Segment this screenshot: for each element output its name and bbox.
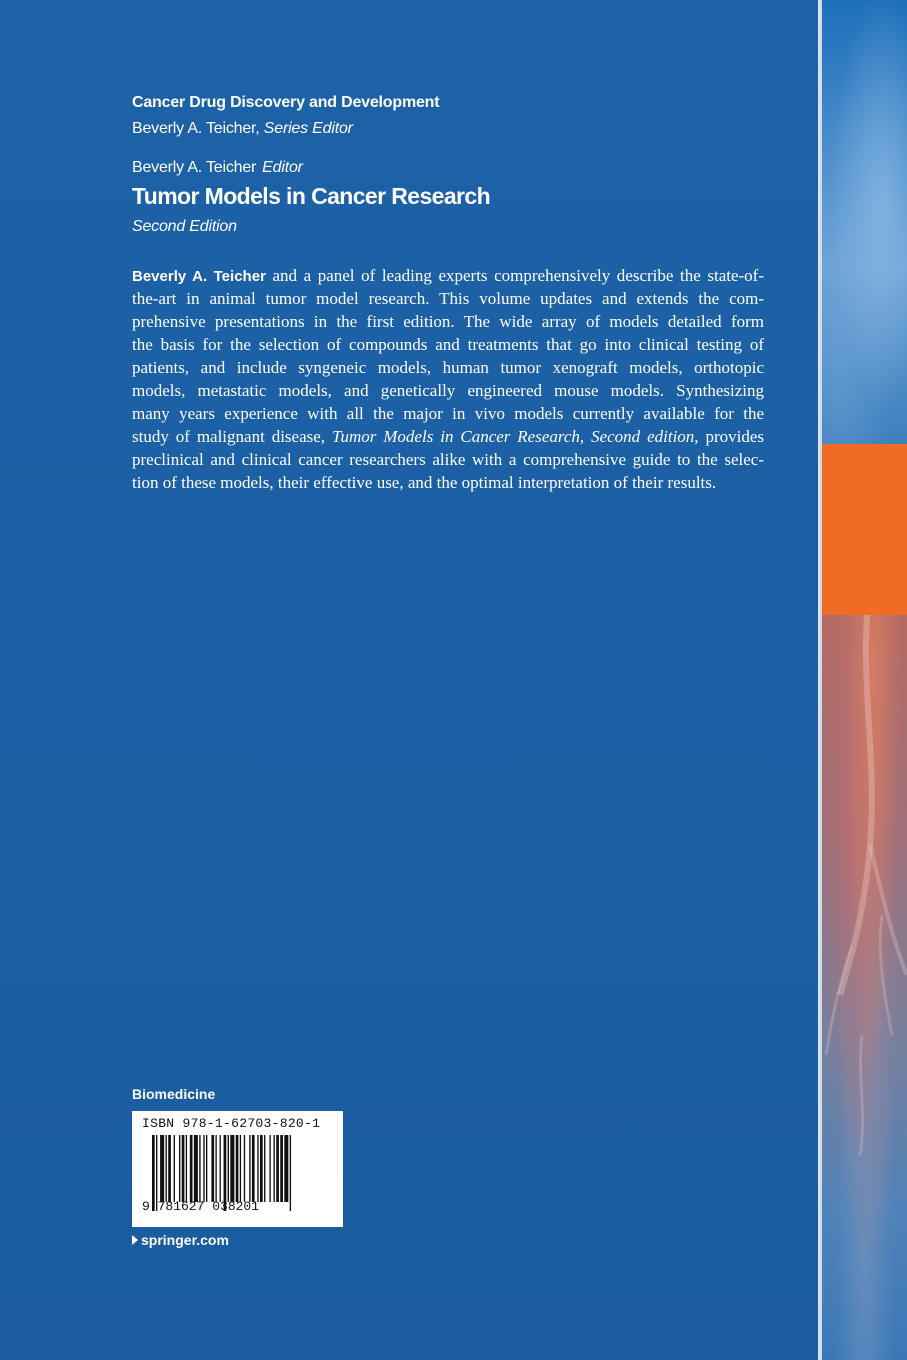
barcode-bar: [215, 1135, 216, 1202]
vessel-illustration: [822, 615, 907, 1360]
barcode-bar: [190, 1135, 193, 1202]
series-editor-name: Beverly A. Teicher,: [132, 120, 260, 137]
barcode-bar: [182, 1135, 185, 1202]
front-cover-vessel-art: [822, 615, 907, 1360]
book-editor-line: [132, 159, 303, 177]
book-editor-name: Beverly A. Teicher: [132, 159, 257, 176]
isbn-barcode: [132, 1111, 343, 1227]
publisher-website-text[interactable]: springer.com: [141, 1232, 229, 1248]
description-line: prehensive presentations in the first edition. The wide array of models detailed form: [132, 312, 764, 331]
barcode-bar: [274, 1135, 275, 1202]
description-text: study of malignant disease,: [132, 427, 332, 446]
barcode-bar: [290, 1135, 291, 1211]
description-line: [132, 425, 764, 448]
description-line: models, metastatic models, and genetically engineered mouse models. Synthesizing: [132, 381, 764, 400]
series-title: Cancer Drug Discovery and Development: [132, 94, 440, 111]
barcode-bar: [179, 1135, 180, 1202]
barcode-bar: [260, 1135, 263, 1202]
description-text: , provides: [694, 427, 764, 446]
description-book-title: Tumor Models in Cancer Research, Second edition: [331, 427, 695, 446]
series-editor-role: Series Editor: [263, 120, 353, 137]
series-editor-line: [132, 120, 353, 138]
barcode-bar: [252, 1135, 255, 1202]
barcode-bar: [220, 1135, 221, 1202]
book-title: Tumor Models in Cancer Research: [132, 183, 491, 209]
barcode-bar: [206, 1135, 207, 1202]
book-description: [132, 264, 764, 494]
book-edition: Second Edition: [132, 218, 237, 235]
description-line: the-art in animal tumor model research. This volume updates and extends the com-: [132, 289, 764, 308]
barcode-bar: [160, 1135, 164, 1202]
subject-category: Biomedicine: [132, 1086, 216, 1102]
barcode-bar: [244, 1135, 245, 1202]
barcode-digits: 9 781627 038201: [142, 1199, 260, 1214]
description-line: tion of these models, their effective use, and the optimal interpretation of their results.: [132, 473, 717, 492]
front-cover-orange-band: [822, 444, 907, 615]
barcode-bar: [240, 1135, 241, 1202]
barcode-bar: [199, 1135, 200, 1202]
barcode-bar: [236, 1135, 239, 1202]
barcode-bar: [194, 1135, 198, 1202]
description-text: and a panel of leading experts comprehensively describe the state-of-: [265, 266, 764, 285]
barcode-bar: [174, 1135, 175, 1202]
description-line: [132, 264, 764, 287]
arrow-right-icon: [132, 1235, 138, 1245]
front-cover-sky-art: [822, 0, 907, 444]
description-line: the basis for the selection of compounds and treatments that go into clinical testing of: [132, 335, 764, 354]
publisher-website[interactable]: [132, 1232, 229, 1248]
barcode-bar: [203, 1135, 204, 1202]
barcode-bar: [166, 1135, 167, 1202]
barcode-bar: [257, 1135, 258, 1202]
book-editor-role: Editor: [262, 159, 303, 176]
barcode-bar: [249, 1135, 250, 1202]
barcode-bar: [186, 1135, 187, 1202]
barcode-bar: [269, 1135, 270, 1202]
description-author: Beverly A. Teicher: [132, 268, 266, 285]
description-line: preclinical and clinical cancer researchers alike with a comprehensive guide to the selec-: [132, 450, 764, 469]
barcode-bar: [168, 1135, 171, 1202]
isbn-label: ISBN 978-1-62703-820-1: [142, 1116, 321, 1131]
barcode-bar: [284, 1135, 288, 1202]
barcode-bar: [228, 1135, 229, 1202]
description-line: many years experience with all the major in vivo models currently available for the: [132, 404, 764, 423]
barcode-bar: [276, 1135, 279, 1202]
barcode-bar: [230, 1135, 234, 1202]
description-line: patients, and include syngeneic models, human tumor xenograft models, orthotopic: [132, 358, 764, 377]
barcode-bar: [264, 1135, 265, 1202]
barcode-bar: [280, 1135, 283, 1202]
barcode-bar: [211, 1135, 214, 1202]
